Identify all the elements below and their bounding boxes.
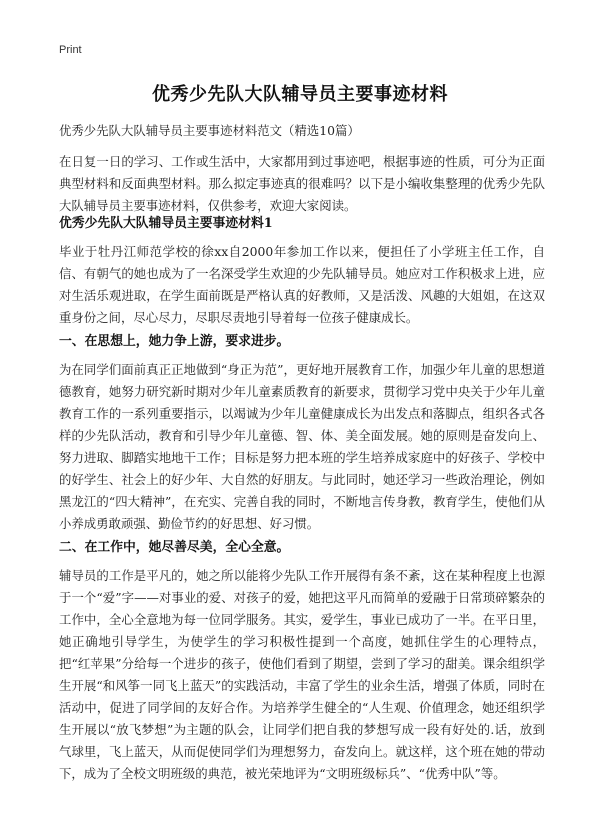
intro-paragraph: 在日复一日的学习、工作或生活中，大家都用到过事迹吧，根据事迹的性质，可分为正面典型材料和反面典型材料。那么拟定事迹真的很难吗？以下是小编收集整理的优秀少先队大队辅导员主要事迹材料，仅供参考，欢迎大家阅读。	[59, 154, 545, 213]
print-label[interactable]: Print	[59, 44, 82, 56]
paragraph-1: 毕业于牡丹江师范学校的徐xx自2000年参加工作以来，便担任了小学班主任工作，自信、有朝气的她也成为了一名深受学生欢迎的少先队辅导员。她应对工作积极求上进，应对生活乐观进取，在学生面前既是严格认真的好教师，又是活泼、风趣的大姐姐，在这双重身份之间，尽心尽力，尽职尽责地引导着每一位孩子健康成长。	[59, 244, 545, 325]
section-1-heading: 一、在思想上，她力争上游，要求进步。	[59, 334, 290, 349]
paragraph-3: 辅导员的工作是平凡的，她之所以能将少先队工作开展得有条不紊，这在某种程度上也源于一个“爱”字——对事业的爱、对孩子的爱，她把这平凡而简单的爱融于日常琐碎繁杂的工作中，全心全意地为每一位同学服务。其实，爱学生，事业已成功了一半。在平日里，她正确地引导学生，为使学生的学习积极性提到一个高度，她抓住学生的心理特点，把“红苹果”分给每一个进步的孩子，使他们看到了期望，尝到了学习的甜美。课余组织学生开展“和风筝一同飞上蓝天”的实践活动，丰富了学生的业余生活，增强了体质，同时在活动中，促进了同学间的友好合作。为培养学生健全的“人生观、价值理念，她还组织学生开展以“放飞梦想”为主题的队会，让同学们把自我的梦想写成一段有好处的.话，放到气球里，飞上蓝天，从而促使同学们为理想努力，奋发向上。就这样，这个班在她的带动下，成为了全校文明班级的典范，被光荣地评为“文明班级标兵”、“优秀中队”等。	[59, 568, 545, 781]
paragraph-2: 为在同学们面前真正正地做到“身正为范”，更好地开展教育工作，加强少年儿童的思想道德教育，她努力研究新时期对少年儿童素质教育的新要求，贯彻学习党中央关于少年儿童教育工作的一系列重要指示，以竭诚为少年儿童健康成长为出发点和落脚点，组织各式各样的少先队活动，教育和引导少年儿童德、智、体、美全面发展。她的原则是奋发向上、努力进取、脚踏实地地干工作；目标是努力把本班的学生培养成家庭中的好孩子、学校中的好学生、社会上的好少年、大自然的好朋友。与此同时，她还学习一些政治理论，例如黑龙江的“四大精神”，在充实、完善自我的同时，不断地言传身教，教育学生，使他们从小养成勇敢顽强、勤俭节约的好思想、好习惯。	[59, 362, 545, 531]
section-2-heading: 二、在工作中，她尽善尽美，全心全意。	[59, 540, 290, 555]
document-title: 优秀少先队大队辅导员主要事迹材料	[152, 84, 448, 105]
document-subtitle: 优秀少先队大队辅导员主要事迹材料范文（精选10篇）	[59, 123, 360, 138]
article-heading: 优秀少先队大队辅导员主要事迹材料1	[59, 216, 273, 231]
